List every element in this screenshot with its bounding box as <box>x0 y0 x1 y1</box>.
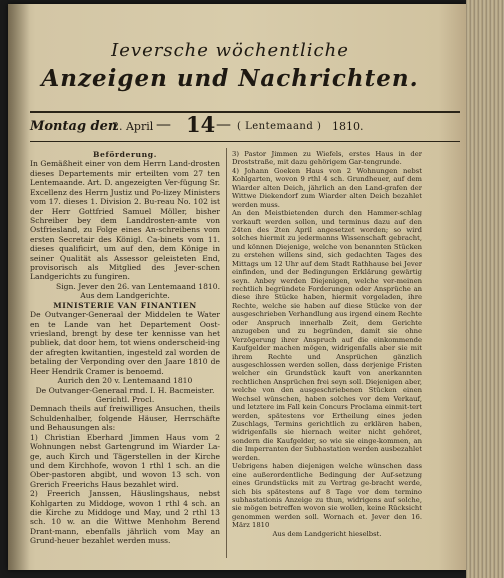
masthead-line-1: Ieversche wöchentliche <box>111 40 349 61</box>
dateline-dash: — <box>216 115 231 133</box>
signature-line: Gerichtl. Procl. <box>95 394 155 404</box>
dateline-dash: — <box>156 115 171 133</box>
masthead-line-2: Anzeigen und Nachrichten. <box>41 65 419 92</box>
dateline-year: 1810. <box>332 120 364 133</box>
binding-gutter <box>8 4 30 570</box>
left-column <box>30 150 220 546</box>
page-edges <box>466 0 504 578</box>
paragraph: Demnach theils auf freiwilliges Ansuchen, theils Schuldenhalber, folgende Häuser, Herrschäfte und Behausungen als: <box>30 404 220 433</box>
section-heading: MINISTERIE VAN FINANTIEN <box>53 300 197 310</box>
section-heading: Beförderung. <box>93 150 157 159</box>
signature-line: De Outvanger-Generaal rmd. I. H. Bacmeister. <box>35 385 215 395</box>
signature-line: Aus dem Landgericht hieselbst. <box>272 529 382 538</box>
issue-number: 14 <box>186 112 216 137</box>
dateline <box>30 113 460 139</box>
paragraph: 1) Christian Eberhard Jimmen Haus vom 2 Wohnungen nebst Gartengrund im Wiarder La-ge, auch Kirch und Tägerstellen in der Kirche und dem Kirchhofe, wovon 1 rthl 1 sch. an die Ober-pastoren abgibt, und wovon 13 sch. von Grerich Freerichs Haus bezahlet wird. <box>30 432 220 489</box>
signature-line: Aurich den 20 v. Lentemaand 1810 <box>57 376 193 386</box>
paragraph: De Outvanger-Generaal der Middelen te Water en te Lande van het Departement Oost-vriesland, brengt by dese ter kennisse van het publiek, dat door hem, tot wiens onderscheid-ing der afregten kwitantien, ingesteld zal worden de betaling der Verponding over den Jaare 1810 de Heer Hendrik Cramer is benoemd. <box>30 310 220 376</box>
signature-line: Aus dem Landgerichte. <box>80 291 170 301</box>
dateline-date: 2. April <box>112 120 154 133</box>
dateline-month: ( Lentemaand ) <box>237 121 322 132</box>
paragraph: 4) Johann Goeken Haus von 2 Wohnungen nebst Kohlgarten, wovon 9 rthl 4 sch. Grundheuer, auf dem Wiarder alten Deich, jährlich an den Land-grafen der Wittwe Diekendorf zum Wiarder alten Deich bezahlet werden muss. <box>232 166 422 209</box>
dateline-day: Montag den <box>30 119 118 134</box>
masthead-rule-bottom <box>30 141 460 142</box>
paragraph: 2) Freerich Janssen, Häuslingshaus, nebst Kohlgarten zu Middoge, wovon 1 rthl 4 sch. an die Kirche zu Middoge und May, und 2 rthl 13 sch. 10 w. an die Wittwe Menhohm Berend Drant-mann, ebenfalls jährlich vom May an Grund-heuer bezahlet werden muss. <box>30 489 220 546</box>
paragraph: Uebrigens haben diejenigen welche wünschen dass eine außerordentliche Bedingung der Auf-setzung eines Grundstücks mit zu Vertrag ge-bracht werde, sich bis spätestens auf 8 Tage vor dem termino subhastationis Anzeige zu thun, widrigens auf solche, sie mögen betreffen wovon sie wollen, keine Rücksicht genommen werden soll. Wornach et. Jever den 16. März 1810 <box>232 462 422 530</box>
paragraph: 3) Pastor Jimmen zu Wiefels, erstes Haus in der Droststraße, mit dazu gehörigem Gar-tengrunde. <box>232 150 422 167</box>
right-column <box>232 150 422 538</box>
paragraph: In Gemäßheit einer von dem Herrn Land-drosten dieses Departements mir erteilten vom 27 ten Lentemaande. Art. D. angezeigten Ver-fügung Sr. Excellenz des Herrn Justiz und Po-lizey Ministers vom 17. dieses 1. Division 2. Bu-reau No. 102 ist der Herr Gottfried Samuel Möller, bisher Schreiber bey dem Landdrosten-amte von Ostfriesland, zu Folge eines An-schreibens vom ersten Secretair des Königl. Ca-binets vom 11. dieses qualificirt, um auf den, dem Könige in seiner Qualität als Assessor geleisteten End, provisorisch als Mitglied des Jever-schen Landgerichts zu fungiren. <box>30 159 220 282</box>
signature-line: Sign. Jever den 26. van Lentemaand 1810. <box>56 281 220 291</box>
column-divider <box>226 148 227 558</box>
paragraph: An den Meistbietenden durch den Hammer-schlag verkauft werden sollen, und terminus dazu auf den 24ten des 2ten April angesetzet worden; so wird solches hiermit zu jedermanns Wissenschaft gebracht, und können Diejenige, welche von benannten Stücken zu erstehen willens sind, sich gedachten Tages des Mittags um 12 Uhr auf dem Stadt Rathhause bei Jever einfinden, und der Bedingungen Erklärung gewärtig seyn. Anbey werden Diejenigen, welche ver-meinen rechtlich begründete Forderungen oder Ansprüche an diese ihre Stücke haben, hiermit vorgeladen, ihre Rechte, welche sie haben auf diese Stücke von der ausgeschrieben Verhandlung aus irgend einem Rechte oder Anspruch innerhalb Zeit, dem Gerichte anzugeben und zu begründen, damit sie ohne Verzögerung ihrer Anspruch auf die einkommende Kaufgelder machen mögen, widrigenfalls aber sie mit ihrem Rechte und Ansprüchen gänzlich ausgeschlossen werden sollen, dass derjenige Fristen welcher ein Grundstück kauft von anerkannten rechtlichen Ansprüchen frei seyn soll. Diejenigen aber, welche von den ausgeschriebenen Stücken einen Wechsel wünschen, haben solches vor dem Verkauf, und letztere im Fall kein Concurs Proclama einmit-tert werden, spätestens vor Ertheilung eines jeden Zuschlags, Termins gerichtlich zu erklären haben, widrigenfalls sie hiernach weiter nicht gehöret, sondern die Kaufgelder, so wie sie einge-kommen, an die Imperranten der Subhastation werden ausbezahlet werden. <box>232 209 422 462</box>
